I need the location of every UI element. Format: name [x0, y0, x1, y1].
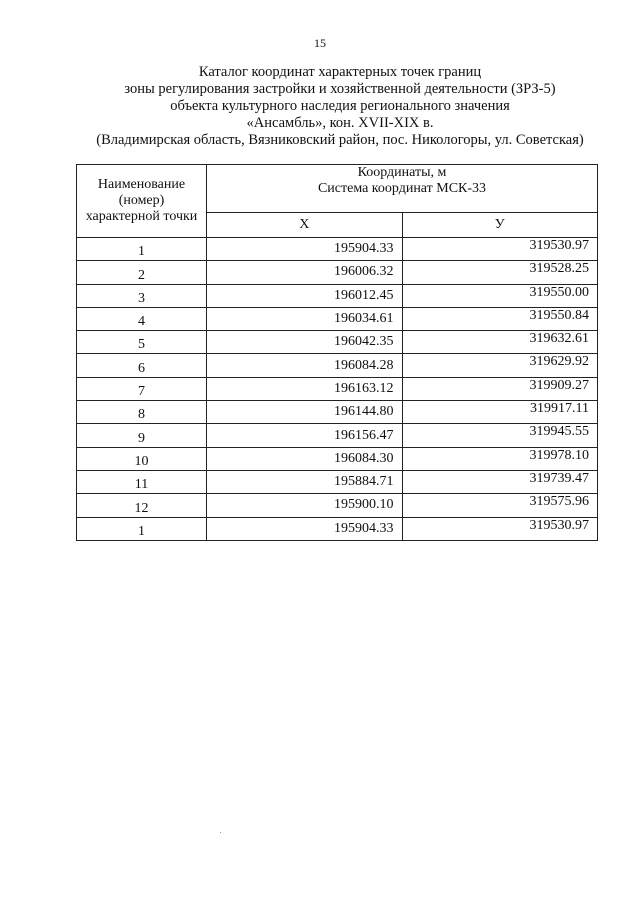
table-row: [77, 238, 598, 261]
table-row: [77, 424, 598, 447]
cell-x-coordinate: 196084.28: [207, 354, 403, 377]
cell-y-coordinate: 319629.92: [402, 354, 598, 377]
cell-x-coordinate: 195884.71: [207, 470, 403, 493]
cell-x-coordinate: 196084.30: [207, 447, 403, 470]
column-header-coordinates: [207, 165, 598, 213]
cell-x-coordinate: 195904.33: [207, 517, 403, 540]
cell-x-coordinate: 196156.47: [207, 424, 403, 447]
cell-x-coordinate: 196012.45: [207, 284, 403, 307]
table-row: [77, 354, 598, 377]
cell-point-number: 11: [77, 470, 207, 493]
scan-speck: [220, 832, 221, 833]
document-heading: [60, 64, 620, 149]
cell-y-coordinate: 319945.55: [402, 424, 598, 447]
cell-point-number: 5: [77, 331, 207, 354]
cell-y-coordinate: 319978.10: [402, 447, 598, 470]
heading-line: (Владимирская область, Вязниковский район, пос. Никологоры, ул. Советская): [96, 132, 584, 148]
cell-x-coordinate: 196034.61: [207, 307, 403, 330]
column-header-point-name: Наименование (номер) характерной точки: [77, 165, 207, 238]
cell-y-coordinate: 319528.25: [402, 261, 598, 284]
cell-y-coordinate: 319632.61: [402, 331, 598, 354]
cell-point-number: 6: [77, 354, 207, 377]
cell-point-number: 7: [77, 377, 207, 400]
coordinate-system-label: Система координат МСК-33: [317, 181, 487, 196]
heading-line: зоны регулирования застройки и хозяйственной деятельности (ЗРЗ-5): [124, 81, 556, 97]
cell-point-number: 3: [77, 284, 207, 307]
cell-x-coordinate: 195900.10: [207, 494, 403, 517]
cell-point-number: 2: [77, 261, 207, 284]
table-body: [77, 238, 598, 541]
cell-point-number: 10: [77, 447, 207, 470]
cell-y-coordinate: 319550.00: [402, 284, 598, 307]
cell-y-coordinate: 319909.27: [402, 377, 598, 400]
heading-line: объекта культурного наследия регионального значения: [170, 98, 510, 114]
page-number: 15: [314, 36, 326, 50]
cell-point-number: 8: [77, 401, 207, 424]
table-row: [77, 377, 598, 400]
cell-y-coordinate: 319739.47: [402, 470, 598, 493]
heading-line: Каталог координат характерных точек границ: [198, 64, 482, 80]
cell-point-number: 12: [77, 494, 207, 517]
cell-y-coordinate: 319575.96: [402, 494, 598, 517]
cell-x-coordinate: 196144.80: [207, 401, 403, 424]
cell-point-number: 1: [77, 517, 207, 540]
heading-line: «Ансамбль», кон. XVII-XIX в.: [246, 115, 434, 131]
table-row: [77, 401, 598, 424]
cell-x-coordinate: 196163.12: [207, 377, 403, 400]
cell-y-coordinate: 319550.84: [402, 307, 598, 330]
cell-x-coordinate: 196006.32: [207, 261, 403, 284]
table-row: [77, 494, 598, 517]
cell-x-coordinate: 196042.35: [207, 331, 403, 354]
table-row: [77, 261, 598, 284]
cell-y-coordinate: 319530.97: [402, 517, 598, 540]
column-header-x: X: [207, 213, 403, 238]
cell-y-coordinate: 319530.97: [402, 238, 598, 261]
cell-point-number: 9: [77, 424, 207, 447]
table-row: [77, 284, 598, 307]
table-row: [77, 470, 598, 493]
cell-x-coordinate: 195904.33: [207, 238, 403, 261]
coordinates-table: [76, 164, 598, 541]
table-row: [77, 447, 598, 470]
table-row: [77, 517, 598, 540]
coordinates-unit-label: Координаты, м: [357, 165, 447, 180]
cell-y-coordinate: 319917.11: [402, 401, 598, 424]
table-row: [77, 331, 598, 354]
cell-point-number: 4: [77, 307, 207, 330]
column-header-y: У: [402, 213, 598, 238]
table-row: [77, 307, 598, 330]
cell-point-number: 1: [77, 238, 207, 261]
